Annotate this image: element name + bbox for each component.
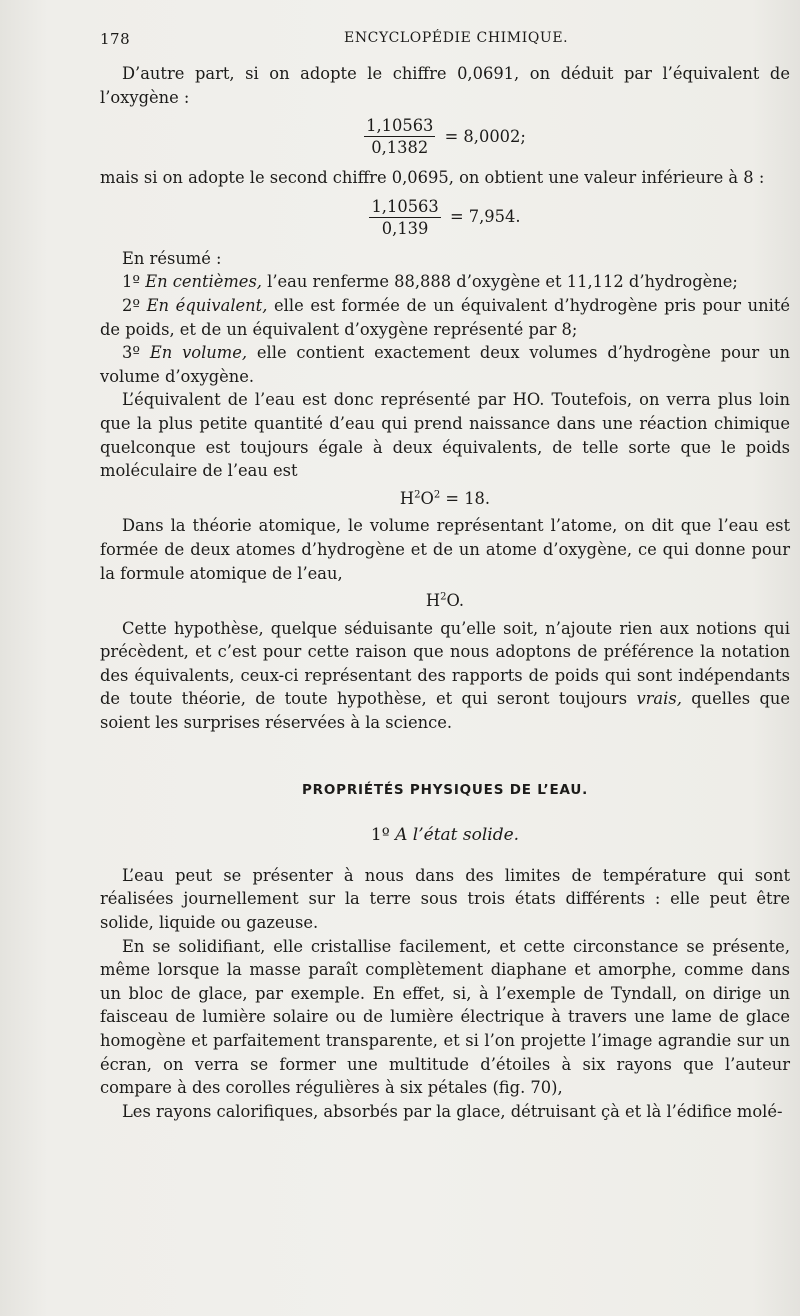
fraction: [369, 196, 440, 239]
denominator: 0,1382: [371, 138, 429, 158]
subsection-title: [100, 824, 790, 848]
item-emphasis: En équivalent,: [146, 295, 268, 315]
paragraph: L’eau peut se présenter à nous dans des limites de température qui sont réalisées journellement sur la terre sous trois états différents : elle peut être solide, liquide ou gazeuse.: [100, 865, 790, 933]
formula-subscript: 2: [433, 489, 441, 501]
formula: [100, 487, 790, 511]
formula-symbol: H: [399, 488, 415, 508]
paragraph-text: quelles que soient les surprises réservées à la science.: [100, 689, 791, 733]
subsection-label: A l’état solide.: [395, 825, 520, 846]
paragraph: [100, 617, 790, 735]
paragraph: En résumé :: [122, 248, 222, 268]
subsection-number: 1º: [370, 825, 396, 846]
numerator: 1,10563: [371, 196, 439, 216]
item-number: 2º: [122, 295, 141, 315]
item-text: elle est formée de un équivalent d’hydrogène pris pour unité de poids, et de un équivalent d’oxygène représenté par 8;: [100, 295, 790, 339]
equation: [100, 115, 790, 158]
formula-subscript: 2: [414, 489, 421, 501]
page-number: 178: [100, 30, 131, 48]
equation-result: = 7,954.: [449, 207, 521, 227]
paragraph: mais si on adopte le second chiffre 0,0695, on obtient une valeur inférieure à 8 :: [100, 168, 765, 188]
paragraph: L’équivalent de l’eau est donc représenté par HO. Toutefois, on verra plus loin que la plus petite quantité d’eau qui prend naissance dans une réaction chimique quelconque est toujours égale à deux équivalents, de telle sorte que le poids moléculaire de l’eau est: [100, 390, 790, 481]
list-item: [100, 341, 790, 388]
list-item: [100, 294, 790, 341]
paragraph: Dans la théorie atomique, le volume représentant l’atome, on dit que l’eau est formée de deux atomes d’hydrogène et de un atome d’oxygène, ce qui donne pour la formule atomique de l’eau,: [100, 516, 790, 583]
item-number: 3º: [122, 343, 141, 363]
equation: [100, 196, 790, 239]
running-title: ENCYCLOPÉDIE CHIMIQUE.: [344, 30, 569, 46]
denominator: 0,139: [381, 218, 429, 238]
item-text: l’eau renferme 88,888 d’oxygène et 11,112 d’hydrogène;: [261, 272, 738, 292]
section-title: PROPRIÉTÉS PHYSIQUES DE L’EAU.: [301, 781, 589, 798]
paragraph-text: Cette hypothèse, quelque séduisante qu’elle soit, n’ajoute rien aux notions qui précèdent, et c’est pour cette raison que nous adoptons de préférence la notation des équivalents, ceux-ci représentant des rapports de poids qui sont indépendants de toute théorie, de toute hypothèse, et qui seront toujours: [100, 618, 790, 709]
formula-subscript: 2: [440, 591, 447, 603]
item-number: 1º: [122, 272, 141, 292]
fraction: [364, 115, 435, 158]
paragraph: Les rayons calorifiques, absorbés par la glace, détruisant çà et là l’édifice molé-: [122, 1101, 783, 1121]
page-body: [100, 62, 790, 1123]
formula: [100, 589, 790, 613]
formula-symbol: H: [425, 591, 441, 611]
paragraph: D’autre part, si on adopte le chiffre 0,0691, on déduit par l’équivalent de l’oxygène :: [100, 64, 790, 107]
formula-value: = 18.: [440, 488, 491, 508]
paragraph: En se solidifiant, elle cristallise facilement, et cette circonstance se présente, même lorsque la masse paraît complètement diaphane et amorphe, comme dans un bloc de glace, par exemple. En effet, si, à l’exemple de Tyndall, on dirige un faisceau de lumière solaire ou de lumière électrique à travers une lame de glace homogène et parfaitement transparente, et si l’on projette l’image agrandie sur un écran, on verra se former une multitude d’étoiles à six rayons que l’auteur compare à des corolles régulières à six pétales (fig. 70),: [100, 936, 790, 1098]
paragraph-emphasis: vrais,: [636, 689, 682, 709]
item-emphasis: En centièmes,: [145, 272, 262, 292]
item-text: elle contient exactement deux volumes d’hydrogène pour un volume d’oxygène.: [100, 343, 791, 386]
formula-symbol: O: [420, 488, 434, 508]
formula-symbol: O.: [446, 591, 465, 611]
item-emphasis: En volume,: [149, 343, 248, 363]
equation-result: = 8,0002;: [444, 126, 526, 146]
list-item: [100, 270, 790, 294]
numerator: 1,10563: [366, 116, 434, 136]
page-header: [100, 30, 780, 54]
